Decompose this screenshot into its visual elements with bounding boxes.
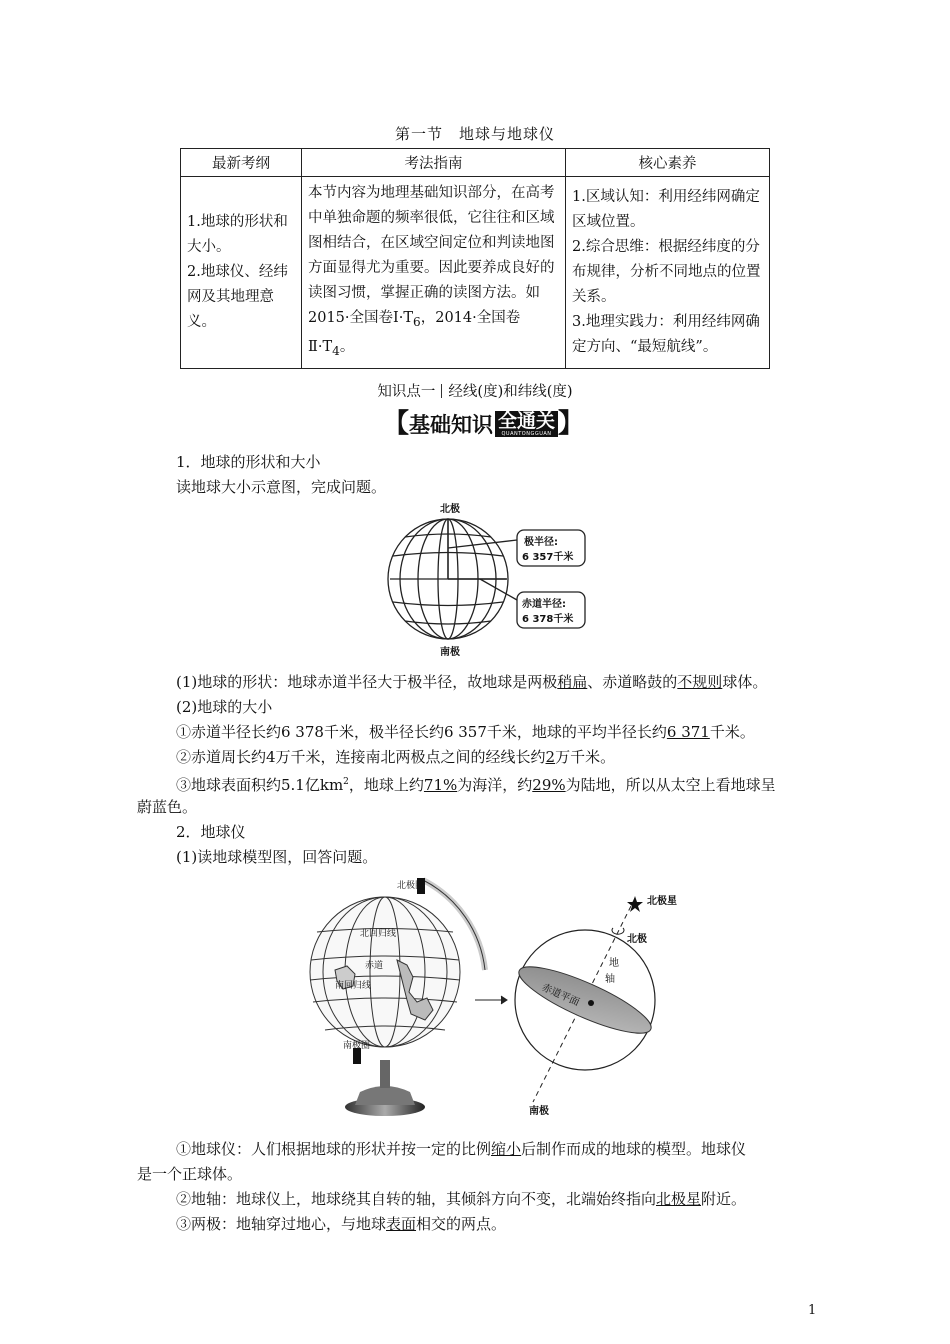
exam-outline-table xyxy=(180,148,770,369)
section-banner: 【 基础知识 全通关 QUANTONGGUAN 】 xyxy=(383,409,585,439)
earth-axis-text: ②地轴：地球仪上，地球绕其自转的轴，其倾斜方向不变，北端始终指向北极星附近。 xyxy=(176,1190,747,1208)
section-title: 第一节 地球与地球仪 xyxy=(394,125,555,143)
knowledge-point-title: 知识点一 经线(度)和纬线(度) xyxy=(377,384,573,400)
table-row xyxy=(181,177,770,369)
antarctic-circle-label: 南极圈 xyxy=(343,1041,371,1051)
globe-definition-text: ①地球仪：人们根据地球的形状并按一定的比例缩小后制作而成的地球的模型。地球仪 xyxy=(176,1140,747,1158)
syllabus-item: 1.地球的形状和大小。 xyxy=(187,213,288,255)
polar-radius-label: 极半径: xyxy=(524,537,558,548)
earth-shape-text: (1)地球的形状：地球赤道半径大于极半径，故地球是两极稍扁、赤道略鼓的不规则球体。 xyxy=(176,673,768,691)
equatorial-radius-value: 6 378千米 xyxy=(522,614,574,625)
banner-badge: 全通关 QUANTONGGUAN xyxy=(495,411,558,437)
radius-text: ①赤道半径长约6 378千米，极半径长约6 357千米，地球的平均半径长约6 371千米。 xyxy=(176,723,755,741)
syllabus-cell xyxy=(181,177,302,369)
polaris-label: 北极星 xyxy=(647,896,677,907)
prompt-2: (1)读地球模型图，回答问题。 xyxy=(176,848,378,866)
core-literacy-cell xyxy=(566,177,770,369)
north-pole-label: 北极 xyxy=(440,504,460,515)
south-pole-label-2: 南极 xyxy=(529,1106,549,1117)
syllabus-item: 2.地球仪、经纬网及其地理意义。 xyxy=(187,263,288,330)
north-pole-label-2: 北极 xyxy=(627,934,647,945)
heading-1: 1．地球的形状和大小 xyxy=(176,453,321,471)
table-header-row xyxy=(181,149,770,177)
surface-area-text: ③地球表面积约5.1亿$km^2$，地球上约71%为海洋，约29%为陆地，所以从太空上看地球呈 xyxy=(176,776,776,794)
table-header: 考法指南 xyxy=(302,149,566,177)
globe-definition-cont: 是一个正球体。 xyxy=(137,1165,243,1183)
axis-label-1: 地 xyxy=(609,958,619,969)
literacy-item: 1.区域认知：利用经纬网确定区域位置。 xyxy=(572,188,760,230)
tropic-cancer-label: 北回归线 xyxy=(360,929,397,939)
globe-model-diagram xyxy=(305,870,705,1120)
equator-label: 赤道 xyxy=(365,961,384,971)
table-header: 最新考纲 xyxy=(181,149,302,177)
table-header: 核心素养 xyxy=(566,149,770,177)
page-number: 1 xyxy=(808,1303,817,1318)
banner-text: 基础知识 xyxy=(409,413,494,437)
equatorial-plane-label: 赤道平面 xyxy=(539,982,581,1009)
poles-text: ③两极：地轴穿过地心，与地球表面相交的两点。 xyxy=(176,1215,507,1233)
earth-size-heading: (2)地球的大小 xyxy=(176,698,273,716)
tropic-capricorn-label: 南回归线 xyxy=(335,981,372,991)
south-pole-label: 南极 xyxy=(440,647,460,658)
literacy-item: 3.地理实践力：利用经纬网确定方向、“最短航线”。 xyxy=(572,313,760,355)
polar-radius-value: 6 357千米 xyxy=(522,552,574,563)
method-guide-cell: 本节内容为地理基础知识部分，在高考中单独命题的频率很低，它往往和区域图相结合，在区域空间定位和判读地图方面显得尤为重要。因此要养成良好的读图习惯，掌握正确的读图方法。如2015·全国卷$Ⅰ\cdot T_6$，2014·全国卷$Ⅱ\cdot T_4$。 xyxy=(302,177,566,369)
circumference-text: ②赤道周长约4万千米，连接南北两极点之间的经线长约2万千米。 xyxy=(176,748,616,766)
earth-size-diagram xyxy=(385,500,595,660)
surface-area-text-cont: 蔚蓝色。 xyxy=(137,798,198,816)
literacy-item: 2.综合思维：根据经纬度的分布规律，分析不同地点的位置关系。 xyxy=(572,238,761,305)
axis-label-2: 轴 xyxy=(605,974,615,985)
prompt-1: 读地球大小示意图，完成问题。 xyxy=(176,478,387,496)
arctic-circle-label: 北极圈 xyxy=(397,881,425,891)
equatorial-radius-label: 赤道半径: xyxy=(522,599,566,610)
heading-2: 2．地球仪 xyxy=(176,823,246,841)
